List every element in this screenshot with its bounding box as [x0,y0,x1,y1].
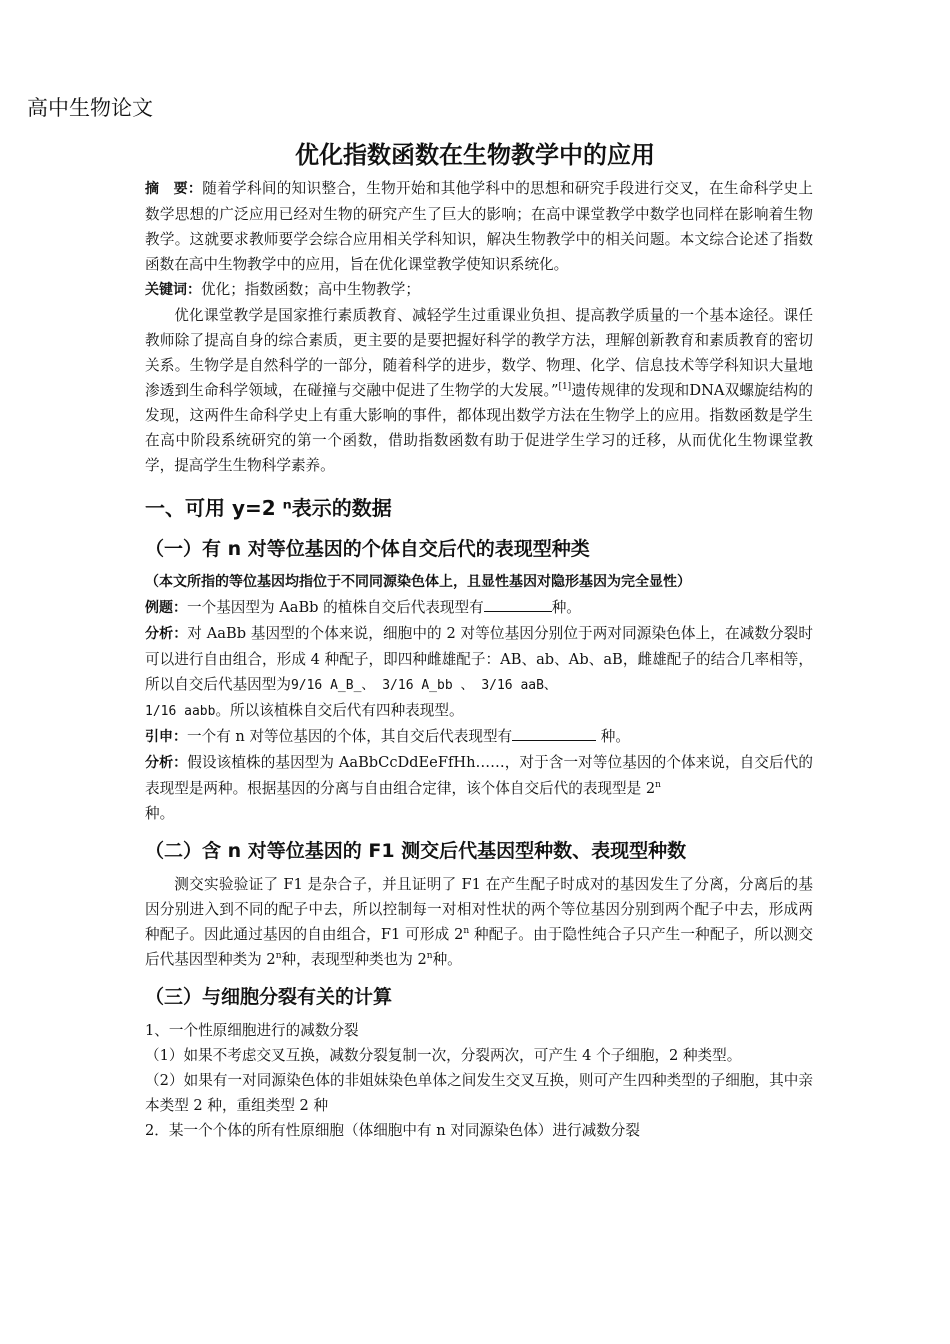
section-1-heading: 一、可用 y=2 ⁿ表示的数据 [145,496,392,520]
intro-text-a: 优化课堂教学是国家推行素质教育、减轻学生过重课业负担、提高教学质量的一个基本途径。课任教师除了提高自身的综合素质，更主要的是要把握好科学的教学方法，理解创新教育和素质教育的密切关系。生物学是自然科学的一部分，随着科学的进步，数学、物理、化学、信息技术等学科知识大量地渗透到生命科学领域，在碰撞与交融中促进了生物学的大发展。” [145,307,813,399]
subsection-1-note: （本文所指的等位基因均指位于不同同源染色体上，且显性基因对隐形基因为完全显性） [145,574,691,590]
sub2-text-d: 种。 [432,951,462,968]
intro-paragraph [145,303,813,478]
subsection-1-heading: （一）有 n 对等位基因的个体自交后代的表现型种类 [145,538,590,560]
analysis-1-end: 。所以该植株自交后代有四种表现型。 [215,702,464,719]
keywords-label: 关键词： [145,282,201,298]
analysis-2-label: 分析： [145,755,188,771]
analysis-1-text: 对 AaBb 基因型的个体来说，细胞中的 2 对等位基因分别位于两对同源染色体上，在减数分裂时可以进行自由组合，形成 4 种配子，即四种雌雄配子：AB、ab、Ab、aB，雌雄配子的结合几率相等，所以自交后代基因型为 [145,625,813,693]
genotype-ratio-tail: 1/16 aabb [145,704,216,719]
analysis-2-text: 假设该植株的基因型为 AaBbCcDdEeFfHh……，对于含一对等位基因的个体来说，自交后代的表现型是两种。根据基因的分离与自由组合定律，该个体自交后代的表现型是 2 [145,754,814,797]
list-item: 2．某一个个体的所有性原细胞（体细胞中有 n 对同源染色体）进行减数分裂 [145,1122,640,1139]
list-item: （1）如果不考虑交叉互换，减数分裂复制一次，分裂两次，可产生 4 个子细胞，2 种类型。 [145,1047,742,1064]
example-label: 例题： [145,600,187,616]
analysis-1 [145,621,813,724]
extension [145,724,813,750]
document-title: 优化指数函数在生物教学中的应用 [295,141,655,169]
sub2-text-b: 种配子。由于隐性纯合子只产生一种配子，所以测交后代基因型种类为 2 [145,926,813,968]
subsection-2-paragraph [145,872,813,972]
example-text: 一个基因型为 AaBb 的植株自交后代表现型有 [187,599,484,616]
header-label: 高中生物论文 [27,96,153,120]
extension-end: 种。 [600,728,630,745]
document-body [145,176,813,1143]
sub2-text-a: 测交实验验证了 F1 是杂合子，并且证明了 F1 在产生配子时成对的基因发生了分离，分离后的基因分别进入到不同的配子中去，所以控制每一对相对性状的两个等位基因分别到两个配子中去，形成两种配子。因此通过基因的自由组合，F1 可形成 2 [145,876,813,943]
analysis-2-exponent: n [655,780,661,791]
genotype-ratios: 9/16 A_B_、 3/16 A_bb 、 3/16 aaB、 [290,678,557,693]
analysis-1-label: 分析： [145,626,188,642]
keywords [145,277,813,303]
sub2-exp-c: n [426,951,433,962]
example [145,595,813,621]
example-blank [484,595,552,612]
sub2-exp-a: n [463,926,470,937]
extension-blank [512,724,596,741]
list-item: （2）如果有一对同源染色体的非姐妹染色单体之间发生交叉互换，则可产生四种类型的子细胞，其中亲本类型 2 种，重组类型 2 种 [145,1072,813,1114]
analysis-2-end: 种。 [145,805,175,822]
analysis-2 [145,750,813,826]
subsection-2-heading: （二）含 n 对等位基因的 F1 测交后代基因型种数、表现型种数 [145,840,687,862]
keywords-text: 优化；指数函数；高中生物教学； [201,281,420,298]
example-end: 种。 [551,599,581,616]
abstract-text: 随着学科间的知识整合，生物开始和其他学科中的思想和研究手段进行交叉，在生命科学史上数学思想的广泛应用已经对生物的研究产生了巨大的影响；在高中课堂教学中数学也同样在影响着生物教学。这就要求教师要学会综合应用相关学科知识，解决生物教学中的相关问题。本文综合论述了指数函数在高中生物教学中的应用，旨在优化课堂教学使知识系统化。 [145,180,813,273]
extension-text: 一个有 n 对等位基因的个体，其自交后代表现型有 [187,728,513,745]
reference-mark: [1] [558,382,572,393]
sub2-exp-b: n [275,951,282,962]
abstract [145,176,813,277]
list-item: 1、一个性原细胞进行的减数分裂 [145,1022,359,1039]
intro-text-b: 遗传规律的发现和DNA双螺旋结构的发现，这两件生命科学史上有重大影响的事件，都体现出数学方法在生物学上的应用。指数函数是学生在高中阶段系统研究的第一个函数，借助指数函数有助于促进学生学习的迁移，从而优化生物课堂教学，提高学生生物科学素养。 [145,382,813,474]
extension-label: 引申： [145,729,187,745]
subsection-3-heading: （三）与细胞分裂有关的计算 [145,986,393,1008]
abstract-label: 摘 要： [145,181,203,197]
sub2-text-c: 种，表现型种类也为 2 [281,951,427,968]
